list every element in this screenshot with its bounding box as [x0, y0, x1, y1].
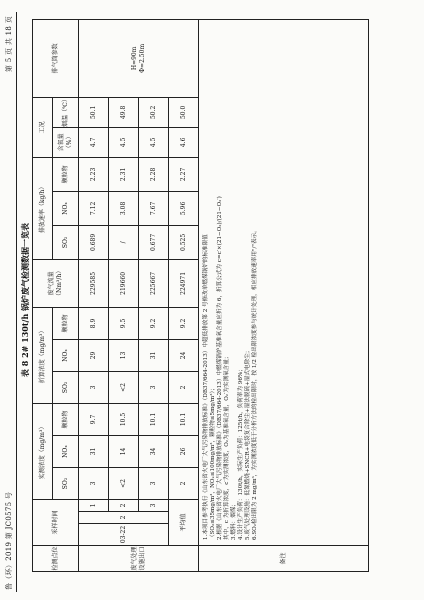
cell-flow: 229585: [79, 259, 109, 307]
col-header-flow: 废气流量（Nm³/h）: [33, 259, 79, 307]
note-line: 1.本项目参考执行《山东省火电厂大气污染物排放标准》（DB37/664-2013）中超低排放第 2 号修改单燃煤锅炉的标准限值: [203, 234, 209, 540]
sub-header-nox: NOₓ: [53, 339, 79, 371]
cell-flow: 219660: [109, 259, 139, 307]
cell-converted-so2: 3: [139, 371, 169, 403]
col-header-params: 排气筒参数: [33, 19, 79, 97]
cell-measured-nox: 14: [109, 435, 139, 467]
frequency: 1: [79, 499, 109, 511]
cell-rate-pm: 2.28: [139, 157, 169, 191]
cell-converted-so2: 3: [79, 371, 109, 403]
note-line: 4.设计生产负荷：130t/h，实际生产负荷：125t/h，负荷率为 96%；: [237, 366, 244, 540]
cell-temp: 50.2: [139, 97, 169, 127]
cell-measured-pm: 10.1: [169, 403, 199, 435]
average-row: [169, 19, 199, 571]
col-header-condition: 工况: [33, 97, 53, 157]
note-line: 2.根据《山东省火电厂大气污染物排放标准》（DB37/664-2013）中燃煤锅炉基准氧含量应折为 6，折算公式为 c=c′×(21−O₂)/(21−O₂′): [216, 196, 223, 540]
cell-flow: 224971: [169, 259, 199, 307]
cell-temp: 50.1: [79, 97, 109, 127]
cell-rate-pm: 2.27: [169, 157, 199, 191]
cell-converted-pm: 9.2: [169, 307, 199, 339]
sub-header-so2: SO₂: [53, 467, 79, 499]
stack-height: H=90m: [131, 46, 138, 71]
table-title: 表 8 2# 130t/h 锅炉废气检测数据一览表: [20, 222, 30, 378]
cell-measured-so2: 3: [139, 467, 169, 499]
header-rule: [16, 12, 17, 592]
sub-header-pm: 颗粒物: [53, 403, 79, 435]
note-line: 3.燃料：烟煤；: [230, 501, 237, 540]
col-header-rate: 排放速率（kg/h）: [33, 157, 53, 259]
page-number: 第 5 页 共 18 页: [5, 16, 13, 73]
cell-rate-nox: 3.08: [109, 191, 139, 225]
emission-table: [32, 19, 369, 572]
cell-rate-pm: 2.31: [109, 157, 139, 191]
cell-o2: 4.6: [169, 127, 199, 157]
sub-header-o2: 含氧量（%）: [53, 127, 79, 157]
report-number: 鲁（环）2019 第 JC0575 号: [5, 491, 13, 590]
cell-rate-nox: 7.67: [139, 191, 169, 225]
cell-o2: 4.7: [79, 127, 109, 157]
col-header-point: 检测点位: [33, 546, 79, 572]
cell-measured-nox: 26: [169, 435, 199, 467]
cell-measured-pm: 10.5: [109, 403, 139, 435]
sub-header-temp: 烟温（℃）: [53, 97, 79, 127]
cell-rate-so2: 0.677: [139, 225, 169, 259]
cell-temp: 50.0: [169, 97, 199, 127]
sub-header-pm: 颗粒物: [53, 307, 79, 339]
cell-converted-so2: 2: [169, 371, 199, 403]
notes-row: [199, 19, 369, 571]
cell-o2: 4.5: [139, 127, 169, 157]
header-row-1: [33, 19, 53, 571]
cell-measured-so2: 3: [79, 467, 109, 499]
note-line: 5.废气处理设施：低氮燃烧+SNCR+电袋复合除尘+湿法脱硫+湿式电除尘；: [244, 347, 251, 540]
cell-measured-pm: 9.7: [79, 403, 109, 435]
average-label: 平均值: [169, 499, 199, 545]
sub-header-nox: NOₓ: [53, 435, 79, 467]
cell-converted-nox: 29: [79, 339, 109, 371]
cell-flow: 225667: [139, 259, 169, 307]
cell-rate-so2: 0.525: [169, 225, 199, 259]
cell-converted-nox: 24: [169, 339, 199, 371]
note-line: （SO₂≤35mg/m³，NOₓ≤100mg/m³，颗粒物≤5mg/m³）；: [209, 385, 216, 540]
cell-measured-nox: 31: [79, 435, 109, 467]
cell-rate-so2: /: [109, 225, 139, 259]
cell-rate-so2: 0.689: [79, 225, 109, 259]
date-label: 03-22: [79, 524, 169, 546]
stack-params: [79, 19, 199, 97]
cell-converted-pm: 9.5: [109, 307, 139, 339]
batch-number: 2: [79, 512, 169, 524]
cell-converted-nox: 13: [109, 339, 139, 371]
cell-measured-nox: 34: [139, 435, 169, 467]
cell-converted-pm: 9.2: [139, 307, 169, 339]
sub-header-so2: SO₂: [53, 371, 79, 403]
cell-measured-so2: 2: [169, 467, 199, 499]
cell-rate-pm: 2.23: [79, 157, 109, 191]
cell-measured-pm: 10.1: [139, 403, 169, 435]
frequency: 3: [139, 499, 169, 511]
table-row: [109, 19, 139, 571]
col-header-measured: 实测浓度（mg/m³）: [33, 403, 53, 499]
notes-content: [199, 19, 369, 545]
note-line: 6.SO₂检出限为 2 mg/m³，为实测浓度低于分析方法的检出限时，按 1/2 检出限浓度参与统计处理，相应排放速率用"/"表示。: [251, 227, 258, 540]
cell-converted-nox: 31: [139, 339, 169, 371]
note-line: 其中，c 为折算浓度，c′为实测浓度，O₂为基准氧含量，O₂′为实测氧含量；: [223, 353, 230, 540]
notes-label: 备注: [199, 546, 369, 572]
cell-converted-pm: 8.9: [79, 307, 109, 339]
sub-header-pm: 颗粒物: [53, 157, 79, 191]
point-label: 废气处理设施出口: [79, 546, 199, 572]
table-row: [79, 19, 109, 571]
cell-rate-nox: 5.96: [169, 191, 199, 225]
sub-header-so2: SO₂: [53, 225, 79, 259]
cell-measured-so2: <2: [109, 467, 139, 499]
stack-diameter: Φ=2.50m: [138, 43, 146, 73]
cell-rate-nox: 7.12: [79, 191, 109, 225]
col-header-converted: 折算浓度（mg/m³）: [33, 307, 53, 403]
col-header-time: 采样时间: [33, 499, 79, 545]
cell-converted-so2: <2: [109, 371, 139, 403]
cell-temp: 49.8: [109, 97, 139, 127]
frequency: 2: [109, 499, 139, 511]
sub-header-nox: NOₓ: [53, 191, 79, 225]
cell-o2: 4.5: [109, 127, 139, 157]
table-row: [139, 19, 169, 571]
